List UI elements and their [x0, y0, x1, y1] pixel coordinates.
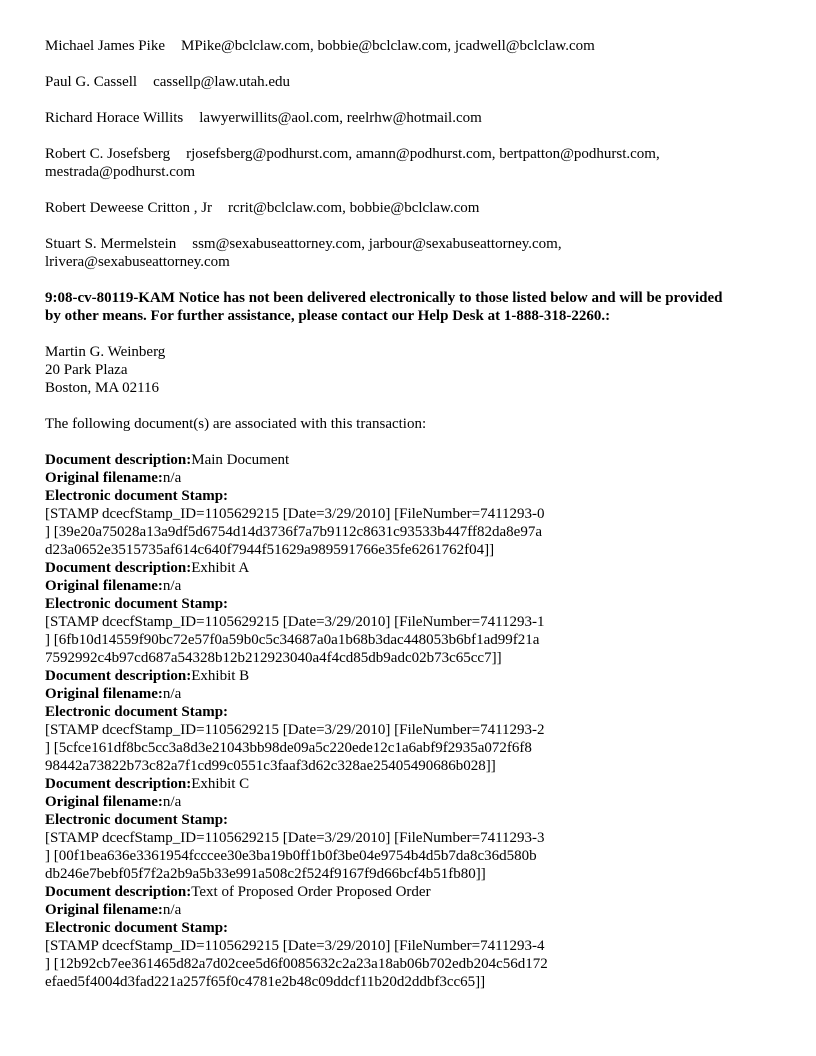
recipient-entry	[45, 145, 785, 181]
address-city: Boston, MA 02116	[45, 380, 160, 396]
stamp-line: ] [12b92cb7ee361465d82a7d02cee5d6f0085632c2a23a18ab06b702edb204c56d172	[45, 956, 548, 972]
recipient-name: Robert C. Josefsberg	[45, 146, 171, 162]
stamp-line: [STAMP dcecfStamp_ID=1105629215 [Date=3/29/2010] [FileNumber=7411293-2	[45, 722, 545, 738]
document-entry	[45, 667, 785, 775]
notice-page	[45, 37, 785, 991]
recipient-name: Robert Deweese Critton , Jr	[45, 200, 213, 216]
stamp-line: ] [5cfce161df8bc5cc3a8d3e21043bb98de09a5c220ede12c1a6abf9f2935a072f6f8	[45, 740, 532, 756]
recipient-emails: lawyerwillits@aol.com, reelrhw@hotmail.com	[199, 110, 482, 126]
description-label: Document description:	[45, 452, 192, 468]
stamp-line: d23a0652e3515735af614c640f7944f51629a989591766e35fe6261762f04]]	[45, 542, 495, 558]
document-description: Exhibit A	[191, 560, 250, 576]
recipient-entry	[45, 199, 785, 217]
recipient-emails: rcrit@bclclaw.com, bobbie@bclclaw.com	[228, 200, 480, 216]
stamp-line: [STAMP dcecfStamp_ID=1105629215 [Date=3/29/2010] [FileNumber=7411293-1	[45, 614, 545, 630]
address-street: 20 Park Plaza	[45, 362, 128, 378]
filename-label: Original filename:	[45, 686, 163, 702]
stamp-line: efaed5f4004d3fad221a257f65f0c4781e2b48c09ddcf11b20d2ddbf3cc65]]	[45, 974, 486, 990]
recipient-emails-continued: mestrada@podhurst.com	[45, 164, 196, 180]
recipient-entry	[45, 109, 785, 127]
description-label: Document description:	[45, 668, 192, 684]
filename-label: Original filename:	[45, 794, 163, 810]
document-description: Main Document	[191, 452, 290, 468]
recipient-entry	[45, 235, 785, 271]
stamp-label: Electronic document Stamp:	[45, 488, 229, 504]
original-filename: n/a	[162, 902, 182, 918]
document-entry	[45, 775, 785, 883]
description-label: Document description:	[45, 776, 192, 792]
recipient-name: Richard Horace Willits	[45, 110, 184, 126]
document-entry	[45, 559, 785, 667]
recipient-entry	[45, 73, 785, 91]
stamp-label: Electronic document Stamp:	[45, 596, 229, 612]
filename-label: Original filename:	[45, 902, 163, 918]
original-filename: n/a	[162, 686, 182, 702]
original-filename: n/a	[162, 470, 182, 486]
recipient-entry	[45, 37, 785, 55]
stamp-line: 98442a73822b73c82a7f1cd99c0551c3faaf3d62c328ae25405490686b028]]	[45, 758, 496, 774]
mailing-address	[45, 343, 785, 397]
stamp-line: ] [39e20a75028a13a9df5d6754d14d3736f7a7b9112c8631c93533b447ff82da8e97a	[45, 524, 542, 540]
documents-intro: The following document(s) are associated with this transaction:	[45, 416, 427, 432]
stamp-line: ] [00f1bea636e3361954fcccee30e3ba19b0ff1b0f3be04e9754b4d5b7da8c36d580b	[45, 848, 537, 864]
notice-line: by other means. For further assistance, please contact our Help Desk at 1-888-318-2260.:	[45, 308, 611, 324]
stamp-line: db246e7bebf05f7f2a2b9a5b33e991a508c2f524f9167f9d66bcf4b51fb80]]	[45, 866, 486, 882]
stamp-line: ] [6fb10d14559f90bc72e57f0a59b0c5c34687a0a1b68b3dac448053b6bf1ad99f21a	[45, 632, 540, 648]
stamp-label: Electronic document Stamp:	[45, 812, 229, 828]
document-entry	[45, 883, 785, 991]
recipient-emails-continued: lrivera@sexabuseattorney.com	[45, 254, 230, 270]
recipient-emails: MPike@bclclaw.com, bobbie@bclclaw.com, jcadwell@bclclaw.com	[180, 38, 595, 54]
stamp-label: Electronic document Stamp:	[45, 704, 229, 720]
filename-label: Original filename:	[45, 470, 163, 486]
stamp-line: [STAMP dcecfStamp_ID=1105629215 [Date=3/29/2010] [FileNumber=7411293-3	[45, 830, 545, 846]
delivery-notice	[45, 289, 785, 325]
stamp-line: [STAMP dcecfStamp_ID=1105629215 [Date=3/29/2010] [FileNumber=7411293-0	[45, 506, 545, 522]
stamp-line: [STAMP dcecfStamp_ID=1105629215 [Date=3/29/2010] [FileNumber=7411293-4	[45, 938, 545, 954]
document-entry	[45, 451, 785, 559]
recipient-emails: cassellp@law.utah.edu	[153, 74, 291, 90]
address-name: Martin G. Weinberg	[45, 344, 166, 360]
description-label: Document description:	[45, 884, 192, 900]
document-description: Text of Proposed Order Proposed Order	[191, 884, 431, 900]
document-description: Exhibit B	[191, 668, 250, 684]
recipient-name: Stuart S. Mermelstein	[45, 236, 177, 252]
recipient-emails: rjosefsberg@podhurst.com, amann@podhurst.com, bertpatton@podhurst.com,	[186, 146, 660, 162]
description-label: Document description:	[45, 560, 192, 576]
recipient-name: Michael James Pike	[45, 38, 165, 54]
document-description: Exhibit C	[191, 776, 250, 792]
original-filename: n/a	[162, 794, 182, 810]
stamp-label: Electronic document Stamp:	[45, 920, 229, 936]
filename-label: Original filename:	[45, 578, 163, 594]
notice-line: 9:08-cv-80119-KAM Notice has not been delivered electronically to those listed below and will be provided	[45, 290, 723, 306]
original-filename: n/a	[162, 578, 182, 594]
recipient-emails: ssm@sexabuseattorney.com, jarbour@sexabuseattorney.com,	[192, 236, 562, 252]
stamp-line: 7592992c4b97cd687a54328b12b212923040a4f4cd85db9adc02b73c65cc7]]	[45, 650, 502, 666]
recipient-name: Paul G. Cassell	[45, 74, 138, 90]
